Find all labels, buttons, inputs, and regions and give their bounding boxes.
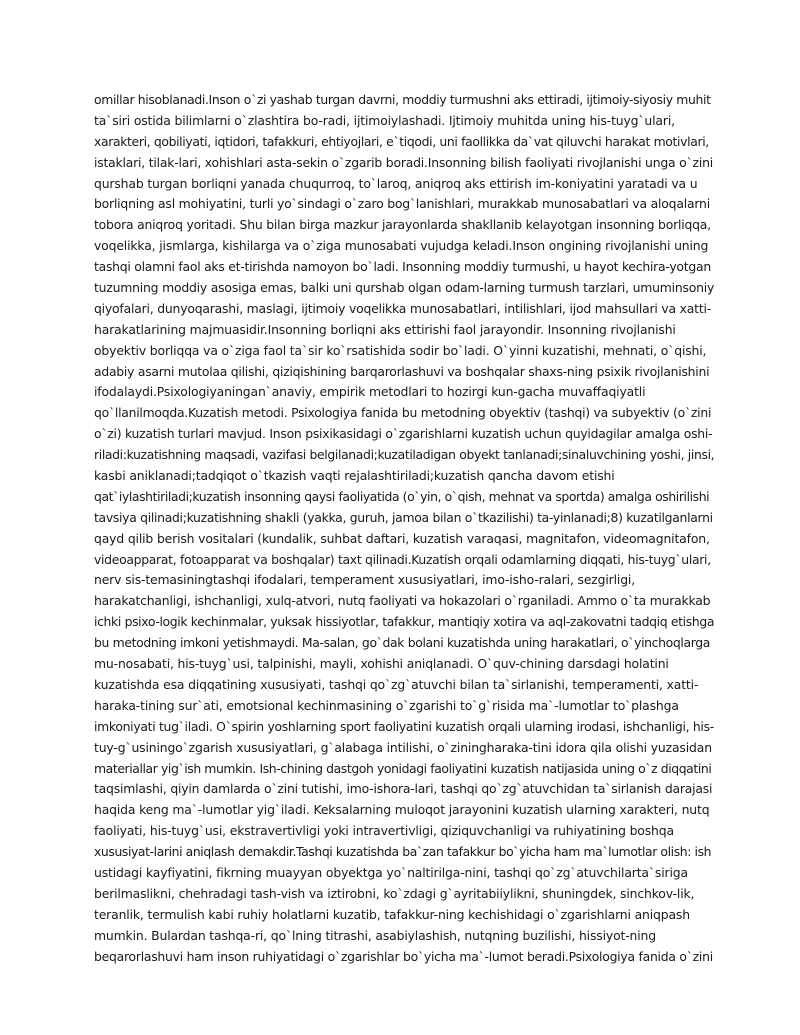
body-text — [94, 90, 714, 967]
text-line: omillar hisoblanadi.Inson o`zi yashab turgan davrni, moddiy turmushni aks ettiradi, ijtimoiy-siyosiy muhit — [94, 92, 711, 107]
text-line: voqelikka, jismlarga, kishilarga va o`ziga munosabati vujudga keladi.Inson ongining rivojlanishi uning — [94, 238, 709, 254]
text-line: istaklari, tilak-lari, xohishlari asta-sekin o`zgarib boradi.Insonning bilish faoliyati rivojlanishi unga o`zini — [94, 154, 713, 170]
text-line: harakatchanligi, ishchanligi, xulq-atvori, nutq faoliyati va hokazolari o`rganiladi. Ammo o`ta murakkab — [94, 593, 711, 609]
text-line: adabiy asarni mutolaa qilishi, qiziqishining barqarorlashuvi va boshqalar shaxs-ning psixik rivojlanishini — [94, 363, 710, 379]
text-line: videoapparat, fotoapparat va boshqalar) taxt qilinadi.Kuzatish orqali odamlarning diqqati, his-tuyg`ulari, — [94, 551, 711, 567]
text-line: tuzumning moddiy asosiga emas, balki uni qurshab olgan odam-larning turmush tarzlari, umuminsoniy — [94, 280, 715, 296]
text-line: qurshab turgan borliqni yanada chuqurroq, to`laroq, aniqroq aks ettirish im-koniyatini yaratadi va u — [94, 175, 698, 191]
text-line: bu metodning imkoni yetishmaydi. Ma-salan, go`dak bolani kuzatishda uning harakatlari, o`yinchoqlarga — [94, 635, 710, 651]
text-line: tashqi olamni faol aks et-tirishda namoyon bo`ladi. Insonning moddiy turmushi, u hayot kechira-yotgan — [94, 259, 711, 275]
text-line: qo`llanilmoqda.Kuzatish metodi. Psixologiya fanida bu metodning obyektiv (tashqi) va subyektiv (o`zini — [94, 405, 712, 421]
text-line: teranlik, termulish kabi ruhiy holatlarni kuzatib, tafakkur-ning kechishidagi o`zgarishlarni aniqpash — [94, 906, 690, 922]
text-line: berilmaslikni, chehradagi tash-vish va iztirobni, ko`zdagi g`ayritabiiylikni, shuningdek, sinchkov-lik, — [94, 885, 695, 901]
text-line: ifodalaydi.Psixologiyaningan`anaviy, empirik metodlari to hozirgi kun-gacha muvaffaqiyatli — [94, 384, 646, 400]
text-line: obyektiv borliqqa va o`ziga faol ta`sir ko`rsatishida sodir bo`ladi. O`yinni kuzatishi, mehnati, o`qishi, — [94, 342, 707, 358]
text-line: mu-nosabati, his-tuyg`usi, talpinishi, mayli, xohishi aniqlanadi. O`quv-chining darsdagi holatini — [94, 656, 669, 672]
text-line: ta`siri ostida bilimlarni o`zlashtira bo-radi, ijtimoiylashadi. Ijtimoiy muhitda uning his-tuyg`ulari, — [94, 112, 675, 128]
text-line: xarakteri, qobiliyati, iqtidori, tafakkuri, ehtiyojlari, e`tiqodi, uni faollikka da`vat qiluvchi harakat motivlari, — [94, 133, 709, 149]
text-line: nerv sis-temasiningtashqi ifodalari, temperament xususiyatlari, imo-isho-ralari, sezgirligi, — [94, 572, 635, 588]
text-line: kasbi aniklanadi;tadqiqot o`tkazish vaqti rejalashtiriladi;kuzatish qancha davom etishi — [94, 468, 615, 484]
text-line: qayd qilib berish vositalari (kundalik, suhbat daftari, kuzatish varaqasi, magnitafon, videomagnitafon, — [94, 530, 710, 546]
text-line: taqsimlashi, qiyin damlarda o`zini tutishi, imo-ishora-lari, tashqi qo`zg`atuvchidan ta`sirlanish darajasi — [94, 781, 713, 797]
text-line: imkoniyati tug`iladi. O`spirin yoshlarning sport faoliyatini kuzatish orqali ularning irodasi, ishchanligi, his- — [94, 718, 714, 734]
text-line: riladi:kuzatishning maqsadi, vazifasi belgilanadi;kuzatiladigan obyekt tanlanadi;sinaluvchining yoshi, jinsi, — [94, 447, 715, 463]
text-line: tavsiya qilinadi;kuzatishning shakli (yakka, guruh, jamoa bilan o`tkazilishi) ta-yinlanadi;8) kuzatilganlarni — [94, 509, 713, 525]
text-line: qat`iylashtiriladi;kuzatish insonning qaysi faoliyatida (o`yin, o`qish, mehnat va sportda) amalga oshirilishi — [94, 488, 710, 504]
text-line: materiallar yig`ish mumkin. Ish-chining dastgoh yonidagi faoliyatini kuzatish natijasida uning o`z diqqatini — [94, 760, 712, 776]
text-line: haqida keng ma`-lumotlar yig`iladi. Keksalarning muloqot jarayonini kuzatish ularning xarakteri, nutq — [94, 802, 710, 818]
text-line: qiyofalari, dunyoqarashi, maslagi, ijtimoiy voqelikka munosabatlari, intilishlari, ijod mahsullari va xatti- — [94, 300, 712, 316]
text-line: haraka-tining sur`ati, emotsional kechinmasining o`zgarishi to`g`risida ma`-lumotlar to`plashga — [94, 697, 679, 713]
text-line: ustidagi kayfiyatini, fikrning muayyan obyektga yo`naltirilga-nini, tashqi qo`zg`atuvchilarta`siriga — [94, 864, 688, 880]
text-line: tuy-g`usiningo`zgarish xususiyatlari, g`alabaga intilishi, o`ziningharaka-tini idora qila olishi yuzasidan — [94, 739, 712, 755]
text-line: borliqning asl mohiyatini, turli yo`sindagi o`zaro bog`lanishlari, murakkab munosabatlari va aloqalarni — [94, 196, 710, 212]
text-line: tobora aniqroq yoritadi. Shu bilan birga mazkur jarayonlarda shakllanib kelayotgan insonning borliqqa, — [94, 217, 711, 233]
text-line: ichki psixo-logik kechinmalar, yuksak hissiyotlar, tafakkur, mantiqiy xotira va aql-zakovatni tadqiq etishga — [94, 614, 715, 630]
text-line: o`zi) kuzatish turlari mavjud. Inson psixikasidagi o`zgarishlarni kuzatish uchun quyidagilar amalga oshi- — [94, 426, 713, 442]
text-line: faoliyati, his-tuyg`usi, ekstravertivligi yoki intravertivligi, qiziquvchanligi va ruhiyatining boshqa — [94, 823, 674, 839]
text-line: kuzatishda esa diqqatining xususiyati, tashqi qo`zg`atuvchi bilan ta`sirlanishi, temperamenti, xatti- — [94, 676, 699, 692]
text-line: beqarorlashuvi ham inson ruhiyatidagi o`zgarishlar bo`yicha ma`-lumot beradi.Psixologiya fanida o`zini — [94, 948, 713, 964]
text-line: xususiyat-larini aniqlash demakdir.Tashqi kuzatishda ba`zan tafakkur bo`yicha ham ma`lumotlar olish: ish — [94, 844, 712, 860]
text-line: harakatlarining majmuasidir.Insonning borliqni aks ettirishi faol jarayondir. Insonning rivojlanishi — [94, 321, 676, 337]
text-line: mumkin. Bulardan tashqa-ri, qo`lning titrashi, asabiylashish, nutqning buzilishi, hissiyot-ning — [94, 927, 656, 943]
